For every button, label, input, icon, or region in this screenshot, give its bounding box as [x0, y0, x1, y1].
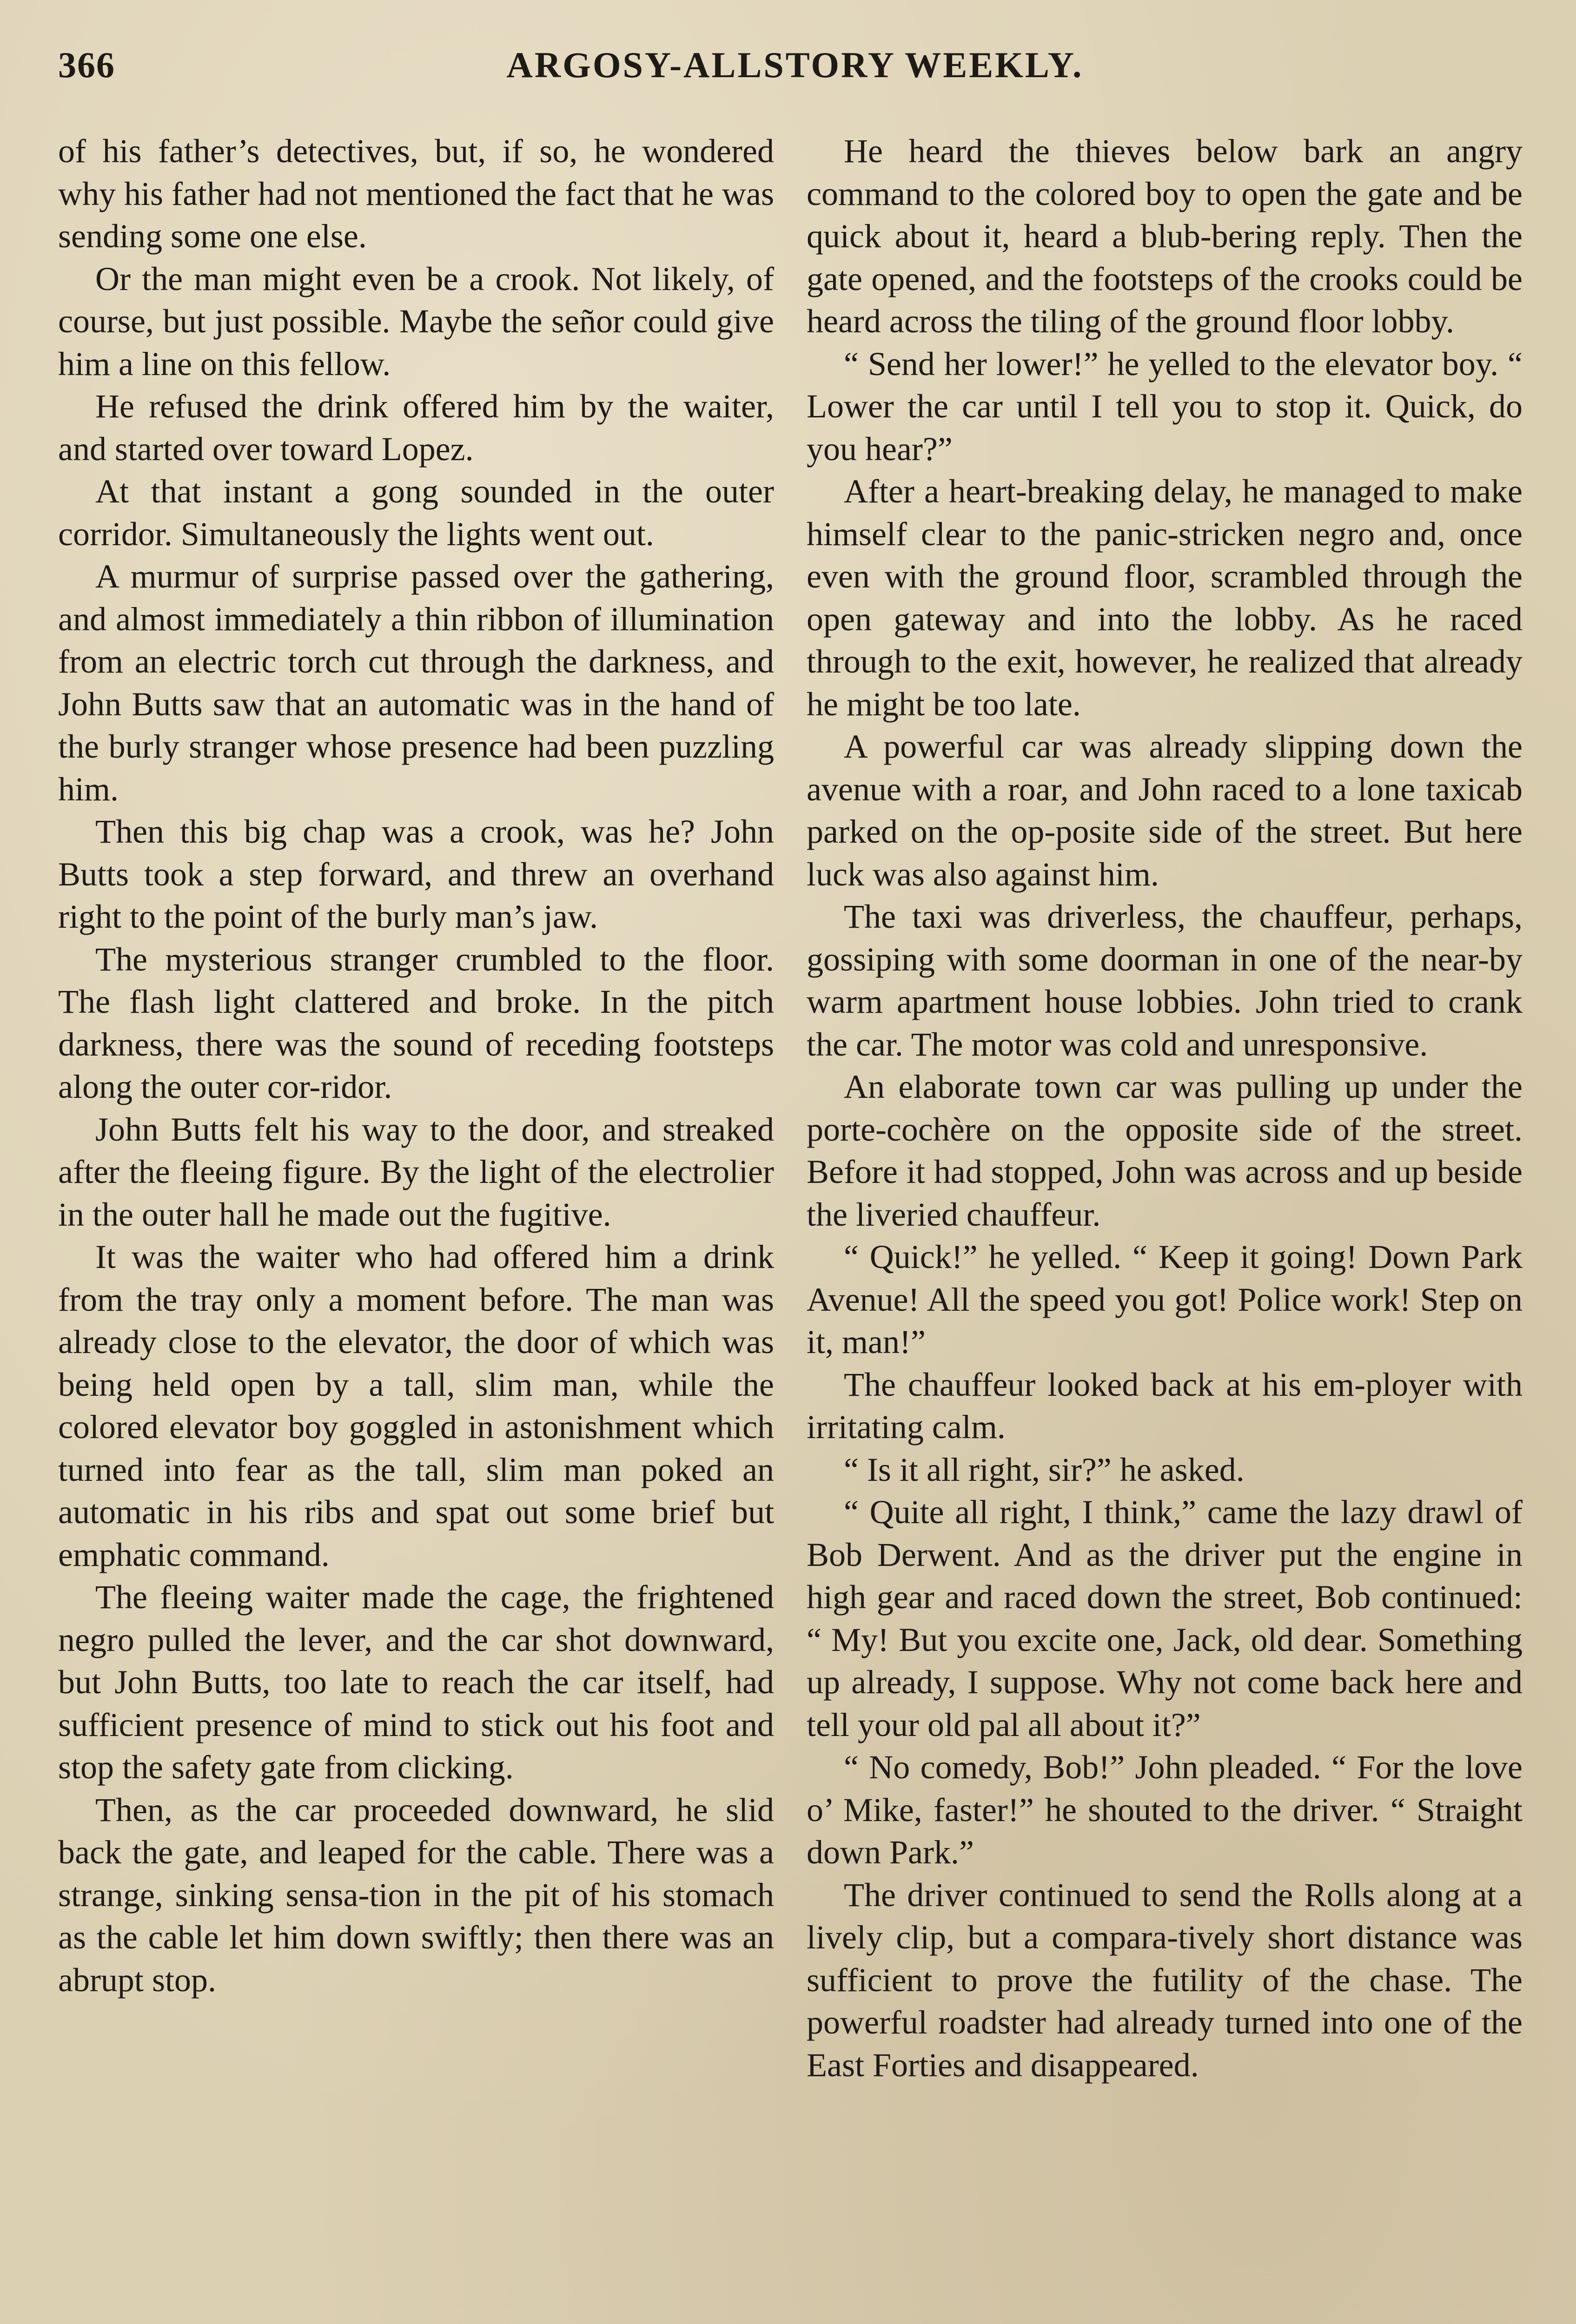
paragraph: John Butts felt his way to the door, and streaked after the fleeing figure. By the light of the electrolier in the outer hall he made out the fugitive. [58, 1110, 774, 1233]
paragraph: An elaborate town car was pulling up under the porte-cochère on the opposite side of the street. Before it had stopped, John was across and up beside the liveried chauffeur. [807, 1068, 1523, 1233]
paragraph: Or the man might even be a crook. Not likely, of course, but just possible. Maybe the señor could give him a line on this fellow. [58, 260, 774, 383]
paragraph: of his father’s detectives, but, if so, he wondered why his father had not mentioned the fact that he was sending some one else. [58, 132, 774, 255]
left-column [58, 130, 774, 2324]
paragraph: “ No comedy, Bob!” John pleaded. “ For the love o’ Mike, faster!” he shouted to the driver. “ Straight down Park.” [807, 1749, 1523, 1871]
paragraph: The fleeing waiter made the cage, the frightened negro pulled the lever, and the car shot downward, but John Butts, too late to reach the car itself, had sufficient presence of mind to stick out his foot and stop the safety gate from clicking. [58, 1578, 774, 1786]
paragraph: “ Send her lower!” he yelled to the elevator boy. “ Lower the car until I tell you to stop it. Quick, do you hear?” [807, 345, 1523, 468]
paragraph: “ Quite all right, I think,” came the lazy drawl of Bob Derwent. And as the driver put the engine in high gear and raced down the street, Bob continued: “ My! But you excite one, Jack, old dear. Something up already, I suppose. Why not come back here and tell your old pal all about it?” [807, 1493, 1523, 1743]
paragraph: Then this big chap was a crook, was he? John Butts took a step forward, and threw an overhand right to the point of the burly man’s jaw. [58, 813, 774, 935]
page-number: 366 [58, 45, 115, 85]
paragraph: A murmur of surprise passed over the gathering, and almost immediately a thin ribbon of illumination from an electric torch cut through the darkness, and John Butts saw that an automatic was in the hand of the burly stranger whose presence had been puzzling him. [58, 558, 774, 808]
paragraph: “ Quick!” he yelled. “ Keep it going! Down Park Avenue! All the speed you got! Police work! Step on it, man!” [807, 1238, 1523, 1360]
paragraph: It was the waiter who had offered him a drink from the tray only a moment before. The man was already close to the elevator, the door of which was being held open by a tall, slim man, while the colored elevator boy goggled in astonishment which turned into fear as the tall, slim man poked an automatic in his ribs and spat out some brief but emphatic command. [58, 1238, 774, 1573]
page-header [58, 44, 1532, 95]
paragraph: The chauffeur looked back at his em-ployer with irritating calm. [807, 1366, 1523, 1446]
paragraph: “ Is it all right, sir?” he asked. [844, 1451, 1245, 1488]
paragraph: The taxi was driverless, the chauffeur, perhaps, gossiping with some doorman in one of the near-by warm apartment house lobbies. John tried to crank the car. The motor was cold and unresponsive. [807, 898, 1523, 1063]
paragraph: He refused the drink offered him by the waiter, and started over toward Lopez. [58, 388, 774, 468]
paragraph: The driver continued to send the Rolls along at a lively clip, but a compara-tively short distance was sufficient to prove the futility of the chase. The powerful roadster had already turned into one of the East Forties and disappeared. [807, 1876, 1523, 2084]
paragraph: A powerful car was already slipping down the avenue with a roar, and John raced to a lone taxicab parked on the op-posite side of the street. But here luck was also against him. [807, 728, 1523, 893]
right-column [807, 130, 1523, 2324]
paragraph: He heard the thieves below bark an angry command to the colored boy to open the gate and be quick about it, heard a blub-bering reply. Then the gate opened, and the footsteps of the crooks could be heard across the tiling of the ground floor lobby. [807, 132, 1523, 340]
paragraph: At that instant a gong sounded in the outer corridor. Simultaneously the lights went out. [58, 473, 774, 553]
paragraph: After a heart-breaking delay, he managed to make himself clear to the panic-stricken negro and, once even with the ground floor, scrambled through the open gateway and into the lobby. As he raced through to the exit, however, he realized that already he might be too late. [807, 473, 1523, 723]
paragraph: Then, as the car proceeded downward, he slid back the gate, and leaped for the cable. There was a strange, sinking sensa-tion in the pit of his stomach as the cable let him down swiftly; then there was an abrupt stop. [58, 1791, 774, 1999]
running-title: ARGOSY-ALLSTORY WEEKLY. [506, 45, 1084, 85]
paragraph: The mysterious stranger crumbled to the floor. The flash light clattered and broke. In the pitch darkness, there was the sound of receding footsteps along the outer cor-ridor. [58, 940, 774, 1105]
